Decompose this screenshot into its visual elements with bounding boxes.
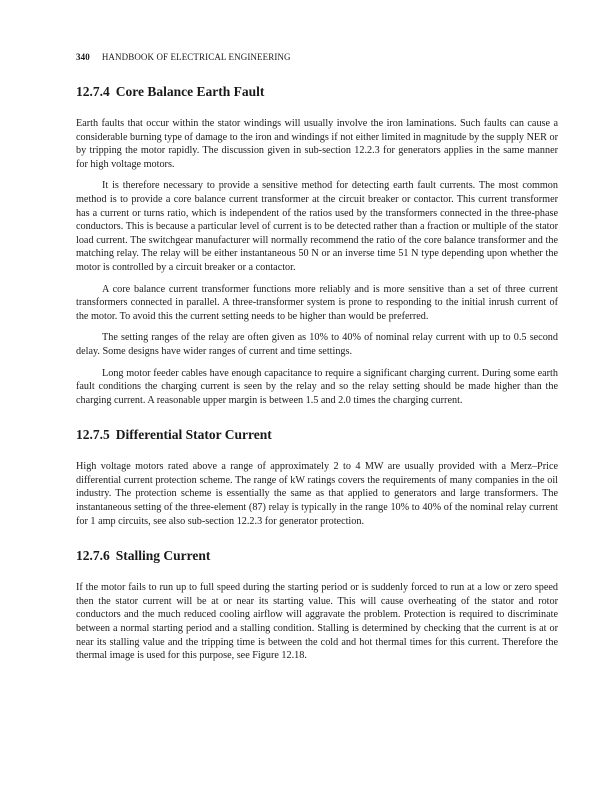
- running-header: [76, 52, 558, 62]
- paragraph: It is therefore necessary to provide a sensitive method for detecting earth fault currents. The most common method is to provide a core balance current transformer at the circuit breaker or contactor. This current transformer has a current or turns ratio, which is independent of the ratios used by the transformers connected in the three-phase conductors. This is because a particular level of current is to be detected rather than a fraction or multiple of the stator load current. The switchgear manufacturer will normally recommend the ratio of the core balance transformer and the matching relay. The relay will be either instantaneous 50 N or an inverse time 51 N type depending upon whether the motor is controlled by a circuit breaker or a contactor.: [76, 180, 558, 273]
- section-title: Differential Stator Current: [115, 427, 272, 443]
- paragraph: Earth faults that occur within the stator windings will usually involve the iron laminations. Such faults can cause a considerable burning type of damage to the iron and windings if not either limited in magnitude by the supply NER or by tripping the motor rapidly. The discussion given in sub-section 12.2.3 for generators applies in the same manner for high voltage motors.: [76, 118, 558, 170]
- section-title: Core Balance Earth Fault: [115, 84, 265, 99]
- section-heading: [76, 427, 558, 443]
- section-title: Stalling Current: [115, 548, 211, 564]
- section-number: 12.7.6: [76, 548, 110, 564]
- paragraph: A core balance current transformer functions more reliably and is more sensitive than a set of three current transformers connected in parallel. A three-transformer system is prone to responding to the initial inrush current of the motor. To avoid this the current setting needs to be higher than would be preferred.: [76, 283, 558, 322]
- paragraph: The setting ranges of the relay are often given as 10% to 40% of nominal relay current with up to 0.5 second delay. Some designs have wider ranges of current and time settings.: [76, 332, 558, 357]
- section-heading: [76, 84, 558, 100]
- section-12-7-4: [76, 84, 558, 407]
- section-12-7-5: [76, 427, 558, 528]
- paragraph: High voltage motors rated above a range of approximately 2 to 4 MW are usually provided with a Merz–Price differential current protection scheme. The range of kW ratings covers the requirements of many companies in the oil industry. The protection scheme is essentially the same as that applied to generators and large transformers. The instantaneous setting of the three-element (87) relay is typically in the range 10% to 40% of the nominal relay current for 1 amp circuits, see also sub-section 12.2.3 for generator protection.: [76, 461, 558, 527]
- book-title: HANDBOOK OF ELECTRICAL ENGINEERING: [101, 52, 291, 62]
- section-heading: [76, 548, 558, 564]
- page-number: 340: [76, 52, 90, 62]
- paragraph: Long motor feeder cables have enough capacitance to require a significant charging current. During some earth fault conditions the charging current is seen by the relay and so the relay setting should be made higher than the charging current. A reasonable upper margin is between 1.5 and 2.0 times the charging current.: [76, 367, 558, 406]
- paragraph: If the motor fails to run up to full speed during the starting period or is suddenly forced to run at a low or zero speed then the stator current will be at or near its starting value. This will cause overheating of the stator and rotor conductors and the much reduced cooling airflow will aggravate the problem. Protection is required to discriminate between a normal starting period and a stalling condition. Stalling is determined by checking that the current is at or near its stalling value and the tripping time is between the cold and hot thermal times for this current. Therefore the thermal image is used for this purpose, see Figure 12.18.: [76, 582, 558, 662]
- section-number: 12.7.5: [76, 427, 110, 443]
- section-number: 12.7.4: [76, 84, 110, 99]
- document-page: [76, 52, 558, 671]
- section-12-7-6: [76, 548, 558, 663]
